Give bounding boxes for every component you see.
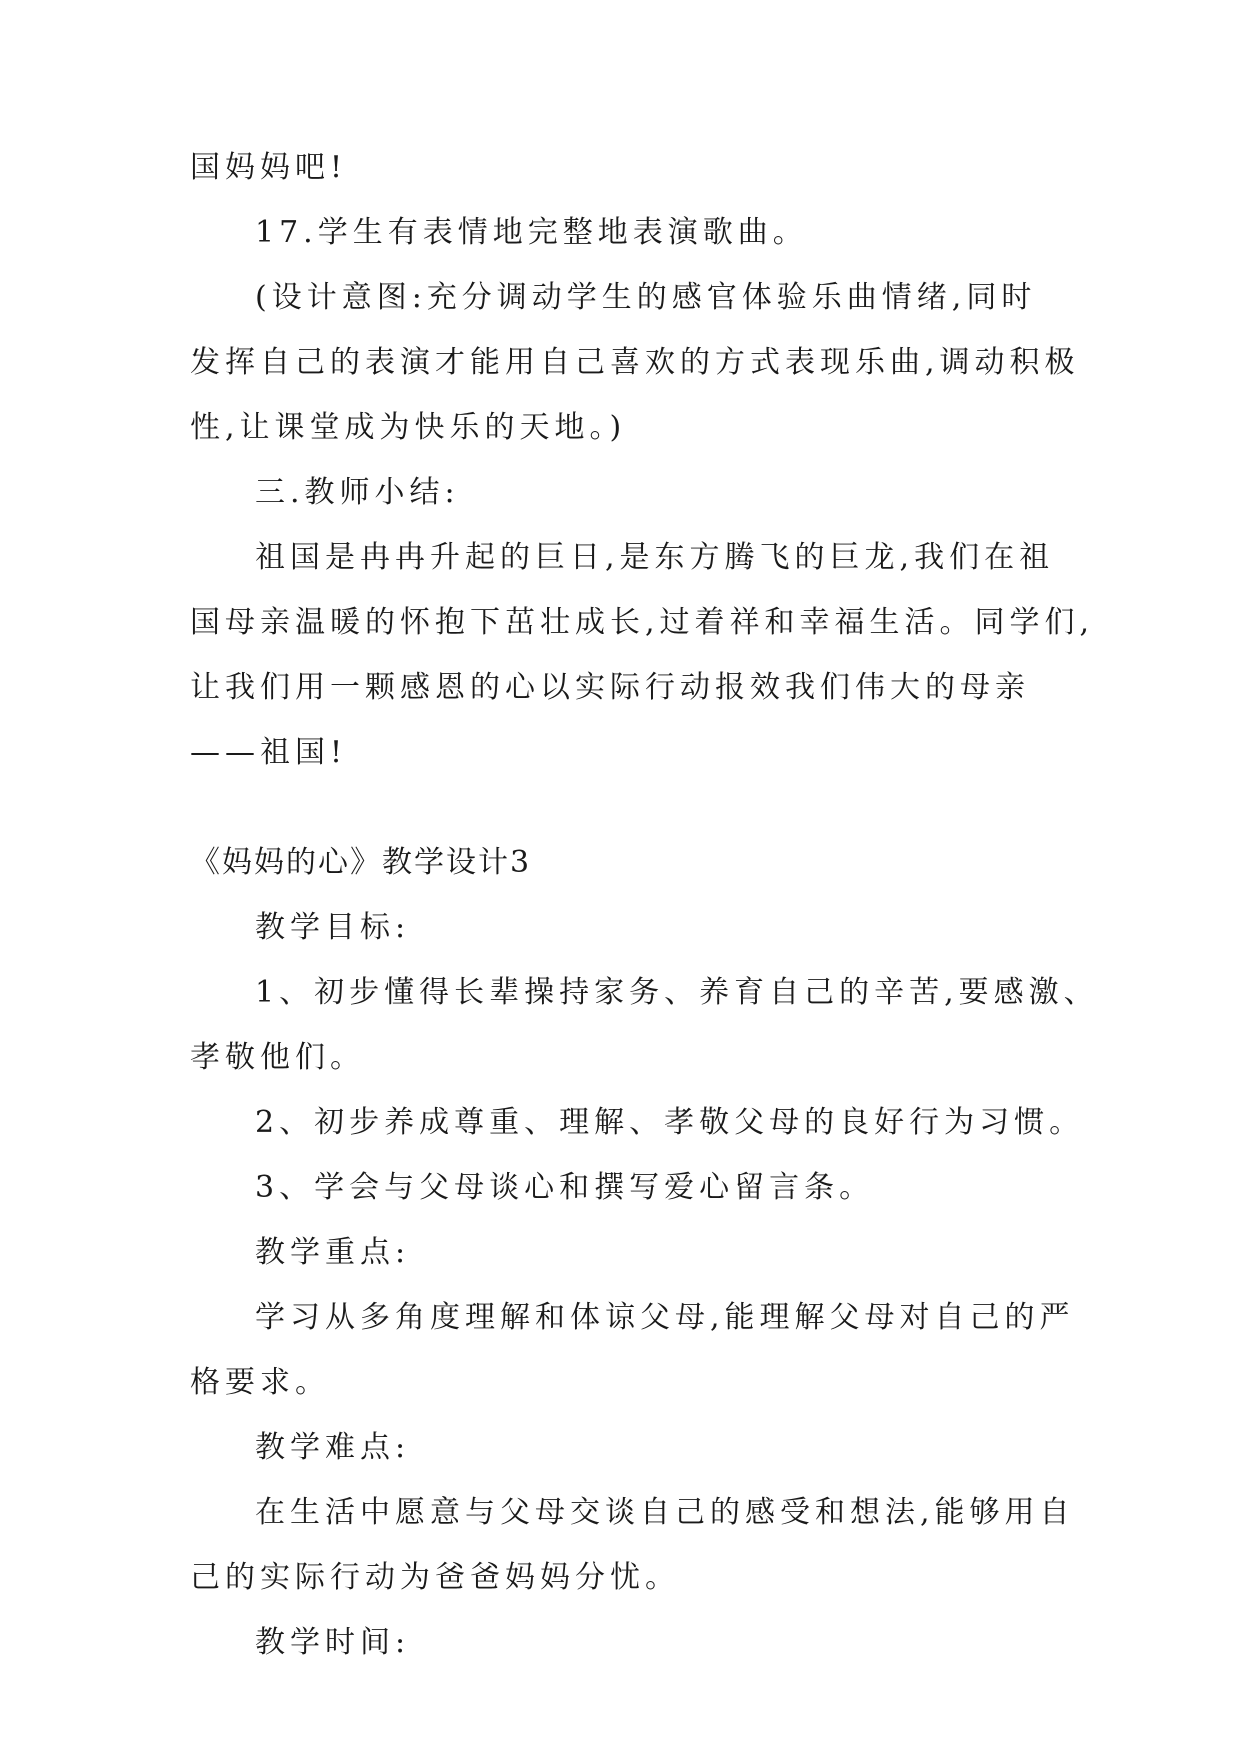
text-line: 三.教师小结:: [255, 475, 460, 510]
text-line: 在生活中愿意与父母交谈自己的感受和想法,能够用自: [255, 1495, 1075, 1530]
text-line: 发挥自己的表演才能用自己喜欢的方式表现乐曲,调动积极: [190, 345, 1080, 380]
text-line: 教学时间:: [255, 1625, 411, 1660]
text-line: 3、学会与父母谈心和撰写爱心留言条。: [255, 1170, 875, 1205]
text-line: 性,让课堂成为快乐的天地。): [190, 410, 627, 445]
text-line: 格要求。: [190, 1365, 330, 1400]
text-line: 让我们用一颗感恩的心以实际行动报效我们伟大的母亲: [190, 670, 1030, 705]
text-line: 17.学生有表情地完整地表演歌曲。: [255, 215, 808, 250]
text-line: 孝敬他们。: [190, 1040, 365, 1075]
section-heading: 《妈妈的心》教学设计3: [190, 845, 532, 880]
text-line: 2、初步养成尊重、理解、孝敬父母的良好行为习惯。: [255, 1105, 1085, 1140]
text-line: 国妈妈吧!: [190, 150, 348, 185]
text-line: 祖国是冉冉升起的巨日,是东方腾飞的巨龙,我们在祖: [255, 540, 1055, 575]
text-line: (设计意图:充分调动学生的感官体验乐曲情绪,同时: [255, 280, 1037, 315]
text-line: 1、初步懂得长辈操持家务、养育自己的辛苦,要感激、: [255, 975, 1099, 1010]
text-line: 学习从多角度理解和体谅父母,能理解父母对自己的严: [255, 1300, 1075, 1335]
text-line: 教学重点:: [255, 1235, 411, 1270]
text-line: ——祖国!: [190, 735, 348, 770]
text-line: 国母亲温暖的怀抱下茁壮成长,过着祥和幸福生活。同学们,: [190, 605, 1095, 640]
text-line: 己的实际行动为爸爸妈妈分忧。: [190, 1560, 680, 1595]
text-line: 教学目标:: [255, 910, 411, 945]
text-line: 教学难点:: [255, 1430, 411, 1465]
